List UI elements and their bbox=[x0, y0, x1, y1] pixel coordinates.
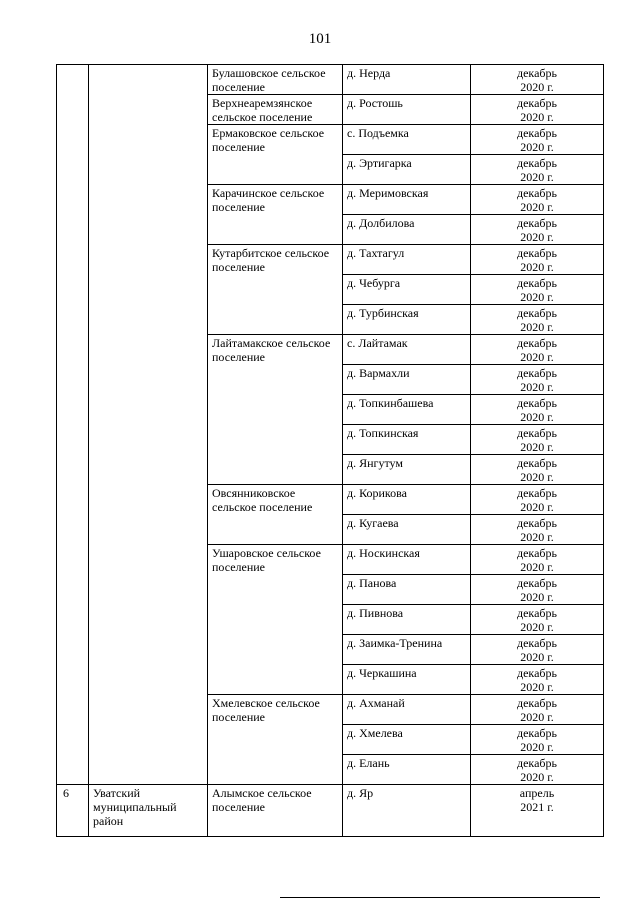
settlement-cell: Ермаковское сельское поселение bbox=[208, 125, 343, 185]
table-row bbox=[57, 65, 604, 95]
date-cell: декабрь 2020 г. bbox=[471, 485, 604, 515]
locality-cell: д. Вармахли bbox=[343, 365, 471, 395]
locality-cell: с. Лайтамак bbox=[343, 335, 471, 365]
locality-cell: д. Тахтагул bbox=[343, 245, 471, 275]
date-cell: апрель 2021 г. bbox=[471, 785, 604, 837]
date-cell: декабрь 2020 г. bbox=[471, 425, 604, 455]
date-cell: декабрь 2020 г. bbox=[471, 725, 604, 755]
locality-cell: д. Топкинбашева bbox=[343, 395, 471, 425]
settlement-cell: Овсянниковское сельское поселение bbox=[208, 485, 343, 545]
locality-cell: д. Заимка-Тренина bbox=[343, 635, 471, 665]
date-cell: декабрь 2020 г. bbox=[471, 635, 604, 665]
settlement-cell: Лайтамакское сельское поселение bbox=[208, 335, 343, 485]
date-cell: декабрь 2020 г. bbox=[471, 395, 604, 425]
settlement-cell: Булашовское сельское поселение bbox=[208, 65, 343, 95]
date-cell: декабрь 2020 г. bbox=[471, 605, 604, 635]
locality-cell: д. Ахманай bbox=[343, 695, 471, 725]
locality-cell: д. Пивнова bbox=[343, 605, 471, 635]
page-number: 101 bbox=[308, 31, 332, 47]
date-cell: декабрь 2020 г. bbox=[471, 245, 604, 275]
date-cell: декабрь 2020 г. bbox=[471, 65, 604, 95]
locality-cell: д. Янгутум bbox=[343, 455, 471, 485]
date-cell: декабрь 2020 г. bbox=[471, 305, 604, 335]
settlement-cell: Алымское сельское поселение bbox=[208, 785, 343, 837]
table-row bbox=[57, 785, 604, 837]
date-cell: декабрь 2020 г. bbox=[471, 95, 604, 125]
locality-cell: д. Нерда bbox=[343, 65, 471, 95]
locality-cell: с. Подъемка bbox=[343, 125, 471, 155]
date-cell: декабрь 2020 г. bbox=[471, 455, 604, 485]
locality-cell: д. Хмелева bbox=[343, 725, 471, 755]
date-cell: декабрь 2020 г. bbox=[471, 665, 604, 695]
locality-cell: д. Корикова bbox=[343, 485, 471, 515]
locality-cell: д. Кугаева bbox=[343, 515, 471, 545]
page-bottom-rule bbox=[280, 897, 600, 898]
settlements-table bbox=[56, 64, 604, 837]
date-cell: декабрь 2020 г. bbox=[471, 755, 604, 785]
date-cell: декабрь 2020 г. bbox=[471, 125, 604, 155]
date-cell: декабрь 2020 г. bbox=[471, 575, 604, 605]
locality-cell: д. Турбинская bbox=[343, 305, 471, 335]
date-cell: декабрь 2020 г. bbox=[471, 155, 604, 185]
settlement-cell: Верхнеаремзянское сельское поселение bbox=[208, 95, 343, 125]
row-number-cell bbox=[57, 65, 89, 785]
locality-cell: д. Яр bbox=[343, 785, 471, 837]
locality-cell: д. Меримовская bbox=[343, 185, 471, 215]
district-cell: Уватский муниципальный район bbox=[89, 785, 208, 837]
date-cell: декабрь 2020 г. bbox=[471, 365, 604, 395]
row-number-cell: 6 bbox=[57, 785, 89, 837]
date-cell: декабрь 2020 г. bbox=[471, 545, 604, 575]
locality-cell: д. Ростошь bbox=[343, 95, 471, 125]
locality-cell: д. Долбилова bbox=[343, 215, 471, 245]
settlement-cell: Хмелевское сельское поселение bbox=[208, 695, 343, 785]
locality-cell: д. Панова bbox=[343, 575, 471, 605]
district-cell bbox=[89, 65, 208, 785]
settlement-cell: Карачинское сельское поселение bbox=[208, 185, 343, 245]
locality-cell: д. Эртигарка bbox=[343, 155, 471, 185]
locality-cell: д. Черкашина bbox=[343, 665, 471, 695]
date-cell: декабрь 2020 г. bbox=[471, 515, 604, 545]
settlement-cell: Кутарбитское сельское поселение bbox=[208, 245, 343, 335]
date-cell: декабрь 2020 г. bbox=[471, 335, 604, 365]
date-cell: декабрь 2020 г. bbox=[471, 695, 604, 725]
locality-cell: д. Носкинская bbox=[343, 545, 471, 575]
settlement-cell: Ушаровское сельское поселение bbox=[208, 545, 343, 695]
locality-cell: д. Топкинская bbox=[343, 425, 471, 455]
date-cell: декабрь 2020 г. bbox=[471, 275, 604, 305]
date-cell: декабрь 2020 г. bbox=[471, 185, 604, 215]
date-cell: декабрь 2020 г. bbox=[471, 215, 604, 245]
locality-cell: д. Чебурга bbox=[343, 275, 471, 305]
locality-cell: д. Елань bbox=[343, 755, 471, 785]
